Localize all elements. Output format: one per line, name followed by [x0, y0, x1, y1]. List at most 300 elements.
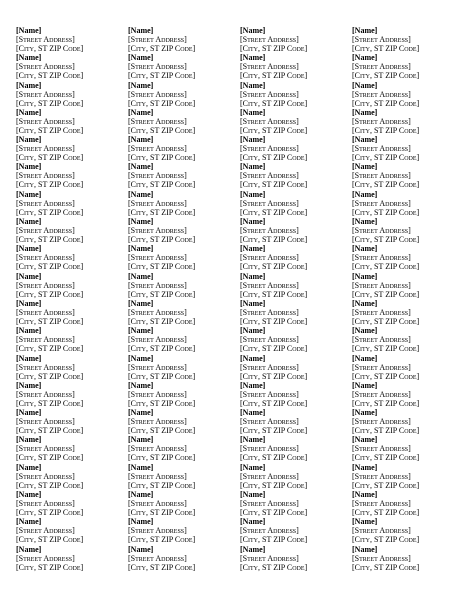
label-city-state-zip: [City, ST ZIP Code] [128, 508, 196, 518]
address-label[interactable] [16, 435, 128, 462]
label-name: [Name] [352, 217, 378, 227]
label-city-state-zip: [City, ST ZIP Code] [352, 98, 420, 108]
label-street-address: [Street Address] [128, 362, 187, 372]
label-city-state-zip: [City, ST ZIP Code] [240, 535, 308, 545]
label-city-state-zip: [City, ST ZIP Code] [352, 453, 420, 463]
label-city-state-zip: [City, ST ZIP Code] [240, 207, 308, 217]
address-label-sheet [16, 26, 452, 576]
label-city-state-zip: [City, ST ZIP Code] [240, 71, 308, 81]
label-name: [Name] [128, 380, 154, 390]
label-city-state-zip: [City, ST ZIP Code] [240, 180, 308, 190]
address-label[interactable] [352, 354, 464, 381]
label-street-address: [Street Address] [128, 553, 187, 563]
label-name: [Name] [128, 189, 154, 199]
address-label[interactable] [352, 490, 464, 517]
label-city-state-zip: [City, ST ZIP Code] [352, 71, 420, 81]
label-street-address: [Street Address] [128, 389, 187, 399]
label-city-state-zip: [City, ST ZIP Code] [128, 289, 196, 299]
label-name: [Name] [352, 380, 378, 390]
label-name: [Name] [128, 326, 154, 336]
address-label[interactable] [128, 490, 240, 517]
address-label[interactable] [352, 26, 464, 53]
label-city-state-zip: [City, ST ZIP Code] [352, 153, 420, 163]
address-label[interactable] [352, 217, 464, 244]
label-street-address: [Street Address] [352, 144, 411, 154]
address-label[interactable] [240, 490, 352, 517]
address-label[interactable] [128, 545, 240, 572]
address-label[interactable] [16, 244, 128, 271]
label-street-address: [Street Address] [352, 226, 411, 236]
label-city-state-zip: [City, ST ZIP Code] [128, 371, 196, 381]
address-label[interactable] [128, 53, 240, 80]
address-label[interactable] [352, 463, 464, 490]
label-city-state-zip: [City, ST ZIP Code] [352, 344, 420, 354]
address-label[interactable] [128, 108, 240, 135]
address-label[interactable] [352, 381, 464, 408]
label-street-address: [Street Address] [352, 280, 411, 290]
address-label[interactable] [240, 381, 352, 408]
address-label[interactable] [240, 53, 352, 80]
label-name: [Name] [16, 298, 42, 308]
address-label[interactable] [128, 517, 240, 544]
label-name: [Name] [240, 107, 266, 117]
label-street-address: [Street Address] [128, 280, 187, 290]
label-street-address: [Street Address] [128, 499, 187, 509]
label-city-state-zip: [City, ST ZIP Code] [16, 207, 84, 217]
label-name: [Name] [352, 271, 378, 281]
address-label[interactable] [240, 217, 352, 244]
label-city-state-zip: [City, ST ZIP Code] [16, 398, 84, 408]
label-street-address: [Street Address] [16, 116, 75, 126]
label-city-state-zip: [City, ST ZIP Code] [352, 262, 420, 272]
label-street-address: [Street Address] [352, 62, 411, 72]
address-label[interactable] [352, 517, 464, 544]
address-label[interactable] [16, 53, 128, 80]
label-street-address: [Street Address] [16, 171, 75, 181]
label-name: [Name] [240, 353, 266, 363]
label-street-address: [Street Address] [128, 144, 187, 154]
label-name: [Name] [352, 408, 378, 418]
address-label[interactable] [16, 299, 128, 326]
address-label[interactable] [16, 381, 128, 408]
label-city-state-zip: [City, ST ZIP Code] [240, 562, 308, 572]
label-street-address: [Street Address] [128, 471, 187, 481]
label-city-state-zip: [City, ST ZIP Code] [240, 480, 308, 490]
label-city-state-zip: [City, ST ZIP Code] [16, 344, 84, 354]
label-street-address: [Street Address] [128, 335, 187, 345]
label-street-address: [Street Address] [240, 389, 299, 399]
label-city-state-zip: [City, ST ZIP Code] [16, 480, 84, 490]
label-name: [Name] [240, 544, 266, 554]
address-label[interactable] [16, 190, 128, 217]
label-street-address: [Street Address] [128, 89, 187, 99]
label-street-address: [Street Address] [128, 62, 187, 72]
label-name: [Name] [352, 244, 378, 254]
label-street-address: [Street Address] [128, 526, 187, 536]
label-name: [Name] [128, 26, 154, 35]
label-city-state-zip: [City, ST ZIP Code] [128, 153, 196, 163]
label-name: [Name] [352, 162, 378, 172]
label-street-address: [Street Address] [240, 62, 299, 72]
label-city-state-zip: [City, ST ZIP Code] [240, 235, 308, 245]
label-city-state-zip: [City, ST ZIP Code] [240, 371, 308, 381]
label-street-address: [Street Address] [16, 389, 75, 399]
label-name: [Name] [16, 271, 42, 281]
address-label[interactable] [16, 26, 128, 53]
address-label[interactable] [240, 354, 352, 381]
label-city-state-zip: [City, ST ZIP Code] [128, 316, 196, 326]
address-label[interactable] [352, 108, 464, 135]
label-city-state-zip: [City, ST ZIP Code] [352, 235, 420, 245]
label-street-address: [Street Address] [240, 526, 299, 536]
address-label[interactable] [240, 190, 352, 217]
label-name: [Name] [16, 135, 42, 145]
address-label[interactable] [16, 326, 128, 353]
label-street-address: [Street Address] [128, 226, 187, 236]
label-street-address: [Street Address] [16, 417, 75, 427]
label-name: [Name] [16, 26, 42, 35]
label-city-state-zip: [City, ST ZIP Code] [128, 535, 196, 545]
label-name: [Name] [128, 80, 154, 90]
label-name: [Name] [352, 435, 378, 445]
address-label[interactable] [16, 490, 128, 517]
label-name: [Name] [16, 517, 42, 527]
label-name: [Name] [16, 244, 42, 254]
label-name: [Name] [16, 490, 42, 500]
label-name: [Name] [240, 380, 266, 390]
label-street-address: [Street Address] [352, 526, 411, 536]
address-label[interactable] [16, 217, 128, 244]
address-label[interactable] [16, 162, 128, 189]
label-name: [Name] [352, 53, 378, 63]
label-street-address: [Street Address] [16, 253, 75, 263]
address-label[interactable] [240, 435, 352, 462]
address-label[interactable] [128, 81, 240, 108]
label-city-state-zip: [City, ST ZIP Code] [128, 262, 196, 272]
label-street-address: [Street Address] [240, 171, 299, 181]
label-city-state-zip: [City, ST ZIP Code] [16, 153, 84, 163]
label-city-state-zip: [City, ST ZIP Code] [16, 98, 84, 108]
address-label[interactable] [352, 545, 464, 572]
label-name: [Name] [128, 217, 154, 227]
address-label[interactable] [16, 463, 128, 490]
label-street-address: [Street Address] [128, 171, 187, 181]
address-label[interactable] [240, 408, 352, 435]
label-street-address: [Street Address] [352, 307, 411, 317]
address-label[interactable] [128, 299, 240, 326]
label-street-address: [Street Address] [240, 553, 299, 563]
address-label[interactable] [16, 354, 128, 381]
label-city-state-zip: [City, ST ZIP Code] [128, 98, 196, 108]
label-name: [Name] [352, 544, 378, 554]
label-street-address: [Street Address] [128, 444, 187, 454]
label-name: [Name] [240, 326, 266, 336]
label-name: [Name] [240, 490, 266, 500]
label-city-state-zip: [City, ST ZIP Code] [352, 562, 420, 572]
address-label[interactable] [240, 545, 352, 572]
label-city-state-zip: [City, ST ZIP Code] [352, 371, 420, 381]
label-city-state-zip: [City, ST ZIP Code] [240, 508, 308, 518]
label-name: [Name] [128, 462, 154, 472]
label-street-address: [Street Address] [16, 335, 75, 345]
address-label[interactable] [128, 135, 240, 162]
label-street-address: [Street Address] [240, 444, 299, 454]
address-label[interactable] [240, 81, 352, 108]
label-city-state-zip: [City, ST ZIP Code] [128, 180, 196, 190]
label-city-state-zip: [City, ST ZIP Code] [240, 153, 308, 163]
label-name: [Name] [240, 435, 266, 445]
address-label[interactable] [240, 244, 352, 271]
label-street-address: [Street Address] [16, 553, 75, 563]
label-city-state-zip: [City, ST ZIP Code] [352, 508, 420, 518]
label-city-state-zip: [City, ST ZIP Code] [16, 535, 84, 545]
label-street-address: [Street Address] [16, 198, 75, 208]
address-label[interactable] [128, 244, 240, 271]
label-street-address: [Street Address] [352, 116, 411, 126]
address-label[interactable] [16, 135, 128, 162]
label-city-state-zip: [City, ST ZIP Code] [16, 426, 84, 436]
address-label[interactable] [128, 463, 240, 490]
label-street-address: [Street Address] [16, 444, 75, 454]
label-name: [Name] [16, 189, 42, 199]
label-street-address: [Street Address] [352, 335, 411, 345]
address-label[interactable] [352, 272, 464, 299]
label-city-state-zip: [City, ST ZIP Code] [352, 398, 420, 408]
label-name: [Name] [240, 53, 266, 63]
label-city-state-zip: [City, ST ZIP Code] [240, 125, 308, 135]
label-name: [Name] [16, 162, 42, 172]
address-label[interactable] [16, 108, 128, 135]
label-name: [Name] [240, 517, 266, 527]
label-street-address: [Street Address] [240, 335, 299, 345]
address-label[interactable] [352, 53, 464, 80]
label-name: [Name] [128, 544, 154, 554]
label-name: [Name] [16, 544, 42, 554]
address-label[interactable] [240, 517, 352, 544]
label-street-address: [Street Address] [240, 362, 299, 372]
label-city-state-zip: [City, ST ZIP Code] [240, 426, 308, 436]
label-city-state-zip: [City, ST ZIP Code] [128, 426, 196, 436]
address-label[interactable] [128, 408, 240, 435]
label-street-address: [Street Address] [16, 62, 75, 72]
address-label[interactable] [240, 326, 352, 353]
label-city-state-zip: [City, ST ZIP Code] [16, 235, 84, 245]
label-city-state-zip: [City, ST ZIP Code] [240, 44, 308, 53]
label-city-state-zip: [City, ST ZIP Code] [128, 480, 196, 490]
address-label[interactable] [352, 81, 464, 108]
address-label[interactable] [128, 326, 240, 353]
label-street-address: [Street Address] [240, 417, 299, 427]
label-name: [Name] [16, 53, 42, 63]
label-name: [Name] [352, 517, 378, 527]
address-label[interactable] [128, 272, 240, 299]
label-street-address: [Street Address] [240, 471, 299, 481]
label-street-address: [Street Address] [240, 144, 299, 154]
label-street-address: [Street Address] [240, 35, 299, 44]
label-street-address: [Street Address] [16, 526, 75, 536]
address-label[interactable] [128, 190, 240, 217]
label-name: [Name] [240, 80, 266, 90]
label-name: [Name] [240, 462, 266, 472]
address-label[interactable] [352, 135, 464, 162]
label-name: [Name] [352, 80, 378, 90]
label-city-state-zip: [City, ST ZIP Code] [128, 125, 196, 135]
label-name: [Name] [352, 135, 378, 145]
label-city-state-zip: [City, ST ZIP Code] [128, 71, 196, 81]
label-street-address: [Street Address] [16, 144, 75, 154]
address-label[interactable] [128, 435, 240, 462]
label-street-address: [Street Address] [352, 471, 411, 481]
label-city-state-zip: [City, ST ZIP Code] [352, 535, 420, 545]
label-city-state-zip: [City, ST ZIP Code] [16, 71, 84, 81]
label-street-address: [Street Address] [16, 89, 75, 99]
label-name: [Name] [240, 217, 266, 227]
label-city-state-zip: [City, ST ZIP Code] [352, 207, 420, 217]
label-street-address: [Street Address] [240, 307, 299, 317]
label-city-state-zip: [City, ST ZIP Code] [128, 344, 196, 354]
label-street-address: [Street Address] [352, 389, 411, 399]
address-label[interactable] [128, 162, 240, 189]
label-street-address: [Street Address] [16, 35, 75, 44]
label-name: [Name] [352, 107, 378, 117]
label-city-state-zip: [City, ST ZIP Code] [240, 398, 308, 408]
label-name: [Name] [128, 53, 154, 63]
address-label[interactable] [352, 326, 464, 353]
address-label[interactable] [240, 108, 352, 135]
label-name: [Name] [16, 107, 42, 117]
address-label[interactable] [16, 272, 128, 299]
label-street-address: [Street Address] [128, 307, 187, 317]
label-street-address: [Street Address] [240, 226, 299, 236]
label-street-address: [Street Address] [352, 444, 411, 454]
label-street-address: [Street Address] [352, 171, 411, 181]
address-label[interactable] [16, 408, 128, 435]
label-street-address: [Street Address] [16, 280, 75, 290]
label-name: [Name] [128, 408, 154, 418]
address-label[interactable] [352, 190, 464, 217]
label-name: [Name] [16, 380, 42, 390]
label-street-address: [Street Address] [128, 417, 187, 427]
label-name: [Name] [352, 298, 378, 308]
label-name: [Name] [240, 408, 266, 418]
label-city-state-zip: [City, ST ZIP Code] [128, 453, 196, 463]
label-street-address: [Street Address] [128, 253, 187, 263]
address-label[interactable] [352, 408, 464, 435]
label-street-address: [Street Address] [128, 116, 187, 126]
address-label[interactable] [16, 81, 128, 108]
label-name: [Name] [16, 217, 42, 227]
address-label[interactable] [352, 435, 464, 462]
label-street-address: [Street Address] [240, 280, 299, 290]
address-label[interactable] [352, 244, 464, 271]
label-name: [Name] [128, 244, 154, 254]
address-label[interactable] [16, 517, 128, 544]
label-name: [Name] [352, 462, 378, 472]
label-city-state-zip: [City, ST ZIP Code] [16, 508, 84, 518]
label-name: [Name] [128, 271, 154, 281]
label-name: [Name] [240, 135, 266, 145]
label-street-address: [Street Address] [352, 253, 411, 263]
label-name: [Name] [128, 107, 154, 117]
label-city-state-zip: [City, ST ZIP Code] [240, 98, 308, 108]
label-city-state-zip: [City, ST ZIP Code] [128, 235, 196, 245]
label-name: [Name] [240, 298, 266, 308]
label-name: [Name] [16, 353, 42, 363]
label-name: [Name] [352, 26, 378, 35]
label-street-address: [Street Address] [352, 35, 411, 44]
label-street-address: [Street Address] [128, 35, 187, 44]
label-name: [Name] [240, 26, 266, 35]
address-label[interactable] [240, 162, 352, 189]
label-street-address: [Street Address] [352, 362, 411, 372]
label-city-state-zip: [City, ST ZIP Code] [352, 180, 420, 190]
address-label[interactable] [240, 463, 352, 490]
label-city-state-zip: [City, ST ZIP Code] [16, 125, 84, 135]
label-street-address: [Street Address] [240, 253, 299, 263]
label-name: [Name] [240, 162, 266, 172]
label-name: [Name] [16, 326, 42, 336]
label-name: [Name] [128, 490, 154, 500]
label-name: [Name] [240, 189, 266, 199]
address-label[interactable] [128, 217, 240, 244]
label-name: [Name] [128, 517, 154, 527]
label-city-state-zip: [City, ST ZIP Code] [128, 207, 196, 217]
address-label[interactable] [16, 545, 128, 572]
label-city-state-zip: [City, ST ZIP Code] [240, 453, 308, 463]
label-city-state-zip: [City, ST ZIP Code] [16, 44, 84, 53]
address-label[interactable] [352, 299, 464, 326]
label-street-address: [Street Address] [352, 553, 411, 563]
label-street-address: [Street Address] [352, 198, 411, 208]
label-street-address: [Street Address] [240, 198, 299, 208]
label-name: [Name] [128, 353, 154, 363]
label-city-state-zip: [City, ST ZIP Code] [352, 480, 420, 490]
label-city-state-zip: [City, ST ZIP Code] [240, 344, 308, 354]
label-street-address: [Street Address] [16, 362, 75, 372]
label-city-state-zip: [City, ST ZIP Code] [352, 426, 420, 436]
address-label[interactable] [128, 354, 240, 381]
label-street-address: [Street Address] [16, 226, 75, 236]
label-city-state-zip: [City, ST ZIP Code] [352, 316, 420, 326]
label-name: [Name] [128, 298, 154, 308]
address-label[interactable] [352, 162, 464, 189]
address-label[interactable] [240, 299, 352, 326]
label-city-state-zip: [City, ST ZIP Code] [240, 262, 308, 272]
label-street-address: [Street Address] [240, 499, 299, 509]
label-name: [Name] [128, 435, 154, 445]
label-city-state-zip: [City, ST ZIP Code] [352, 44, 420, 53]
label-street-address: [Street Address] [352, 499, 411, 509]
label-name: [Name] [16, 435, 42, 445]
label-city-state-zip: [City, ST ZIP Code] [352, 289, 420, 299]
address-label[interactable] [240, 26, 352, 53]
label-name: [Name] [352, 326, 378, 336]
label-street-address: [Street Address] [16, 307, 75, 317]
label-name: [Name] [16, 80, 42, 90]
label-street-address: [Street Address] [240, 116, 299, 126]
label-name: [Name] [128, 162, 154, 172]
address-label[interactable] [240, 135, 352, 162]
label-street-address: [Street Address] [240, 89, 299, 99]
address-label[interactable] [128, 26, 240, 53]
label-name: [Name] [16, 408, 42, 418]
label-name: [Name] [352, 490, 378, 500]
address-label[interactable] [128, 381, 240, 408]
label-city-state-zip: [City, ST ZIP Code] [128, 44, 196, 53]
label-name: [Name] [16, 462, 42, 472]
address-label[interactable] [240, 272, 352, 299]
label-city-state-zip: [City, ST ZIP Code] [16, 562, 84, 572]
